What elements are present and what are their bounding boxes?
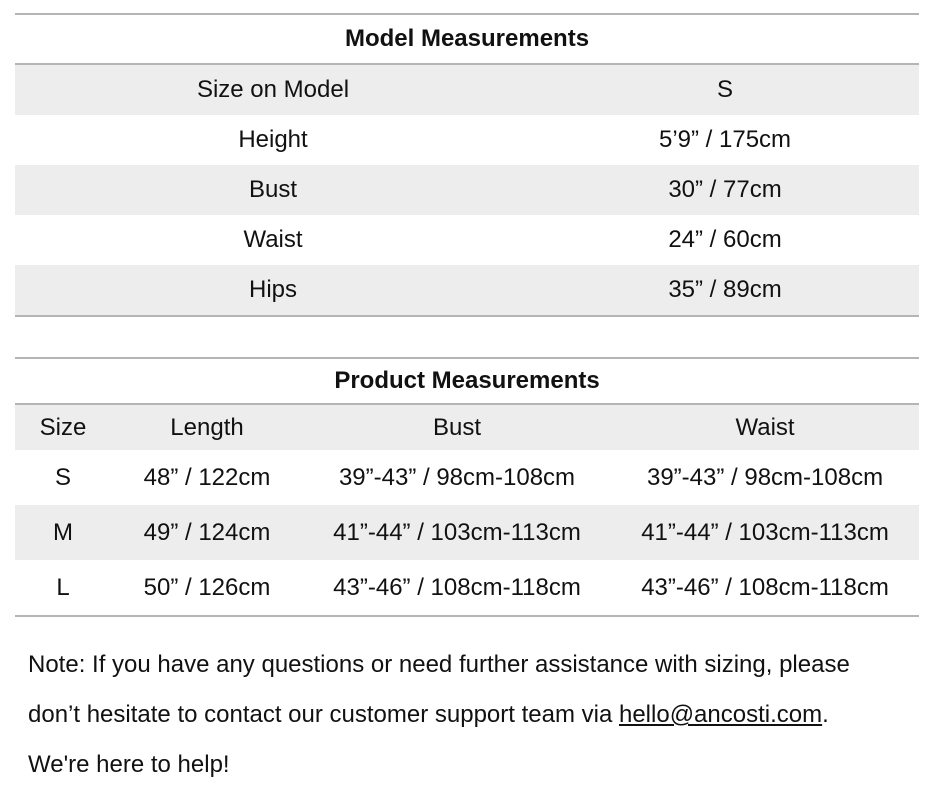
column-header-waist: Waist — [735, 413, 795, 441]
note-line-2-text: don’t hesitate to contact our customer support team via — [28, 701, 619, 728]
size-cell: M — [53, 518, 73, 546]
size-cell: L — [56, 573, 70, 601]
length-cell: 48” / 122cm — [143, 463, 271, 491]
model-row-value: 30” / 77cm — [668, 176, 782, 203]
product-table-header-row — [15, 404, 919, 450]
waist-cell: 43”-46” / 108cm-118cm — [641, 573, 889, 601]
bust-cell: 39”-43” / 98cm-108cm — [338, 463, 576, 491]
bust-cell: 43”-46” / 108cm-118cm — [333, 573, 581, 601]
table-row — [15, 64, 919, 115]
length-cell: 49” / 124cm — [143, 518, 271, 546]
model-row-value: S — [717, 76, 734, 103]
model-row-label: Height — [238, 126, 308, 153]
model-row-value: 24” / 60cm — [668, 226, 782, 253]
support-email-link[interactable]: hello@ancosti.com — [618, 701, 823, 728]
table-row — [15, 265, 919, 316]
table-row — [15, 560, 919, 616]
note-line-2-end: . — [822, 701, 829, 728]
bust-cell: 41”-44” / 103cm-113cm — [333, 518, 581, 546]
product-measurements-table — [15, 357, 919, 617]
model-row-label: Bust — [248, 176, 298, 203]
model-row-label: Waist — [243, 226, 303, 253]
model-table-title-row — [15, 14, 919, 64]
column-header-length: Length — [170, 413, 244, 441]
product-table-title: Product Measurements — [15, 358, 919, 404]
model-row-label: Size on Model — [196, 76, 350, 103]
column-header-size: Size — [39, 413, 87, 441]
waist-cell: 41”-44” / 103cm-113cm — [641, 518, 889, 546]
size-cell: S — [54, 463, 71, 491]
product-table-title-row — [15, 358, 919, 404]
measurements-content — [15, 13, 919, 617]
table-row — [15, 215, 919, 265]
waist-cell: 39”-43” / 98cm-108cm — [646, 463, 884, 491]
note-line-2 — [28, 690, 918, 740]
sizing-note — [28, 640, 918, 790]
note-line-3: We're here to help! — [28, 751, 230, 778]
model-table-title: Model Measurements — [15, 14, 919, 64]
model-measurements-table — [15, 13, 919, 317]
note-line-1: Note: If you have any questions or need further assistance with sizing, please — [28, 651, 850, 678]
table-row — [15, 165, 919, 215]
model-row-value: 35” / 89cm — [668, 276, 782, 303]
table-row — [15, 505, 919, 560]
model-row-value: 5’9” / 175cm — [658, 126, 792, 153]
length-cell: 50” / 126cm — [143, 573, 271, 601]
table-row — [15, 115, 919, 165]
table-row — [15, 450, 919, 505]
column-header-bust: Bust — [432, 413, 482, 441]
model-row-label: Hips — [248, 276, 297, 303]
